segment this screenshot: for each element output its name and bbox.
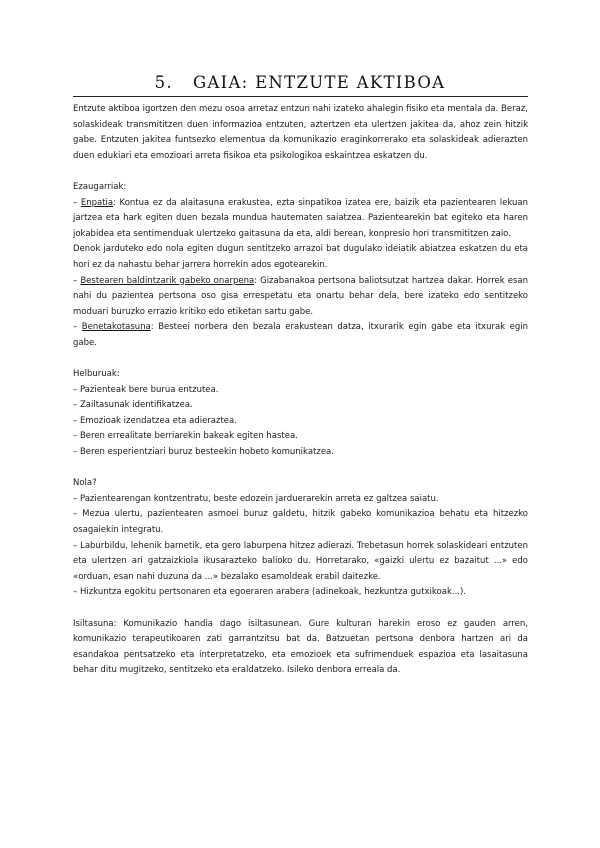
goal-item: – Beren esperientziari buruz besteekin hobeto komunikatzea.: [73, 447, 334, 458]
chapter-title: GAIA: ENTZUTE AKTIBOA: [192, 73, 446, 92]
goal-item: – Pazienteak bere burua entzutea.: [73, 384, 219, 395]
feature-authenticity: – Benetakotasuna: Besteei norbera den bezala erakustean datza, itxurarik egin gabe eta itxurak egin gabe.: [73, 322, 528, 348]
feature-empathy: – Enpatia: Kontua ez da alaitasuna erakustea, ezta sinpatikoa izatea ere, baizik eta pazientearen lekuan jartzea eta hark egiten duen bezala mundua hautematen saiatzea. Pazientearekin bat egiteko eta haren jokabidea eta sentimenduak ulertzeko gaitasuna da eta, aldi berean, konpresio hori transmititzen zaio.: [73, 197, 528, 239]
goals-heading: Helburuak:: [73, 369, 120, 380]
intro-paragraph: Entzute aktiboa igortzen den mezu osoa arretaz entzun nahi izateko ahalegin fisiko eta mentala da. Beraz, solaskideak transmititzen duen informazioa entzuten, aztertzen eta ulertzen jakitea da, ahoz zein hitzik gabe. Entzuten jakitea funtsezko elementua da komunikazio eraginkorrerako eta solaskideak adierazten duen edukiari eta emozioari arreta fisikoa eta psikologikoa eskaintzea eskatzen du.: [73, 104, 528, 161]
page-title: [0, 73, 600, 92]
feature-everyone-paragraph: Denok jarduteko edo nola egiten dugun sentitzeko arrazoi bat dugulako ideiatik abiatzea eskatzen du eta hori ez da nahastu behar jarrera horrekin ados egotearekin.: [73, 244, 528, 270]
goal-item: – Zailtasunak identifikatzea.: [73, 400, 193, 411]
authenticity-term: Benetakotasuna: [81, 322, 151, 333]
how-item: – Laburbildu, lehenik barnetik, eta gero laburpena hitzez adierazi. Trebetasun horrek solaskideari entzuten eta ulertzen ari gatzaizkiola ikusarazteko balioko du. Horretarako, «gaizki ulertu ez bazaitut ...» edo «orduan, esan nahi duzuna da ...» bezalako esamoldeak erabil daitezke.: [73, 540, 528, 582]
chapter-number: 5.: [154, 73, 173, 92]
how-heading: Nola?: [73, 478, 97, 489]
how-item: – Mezua ulertu, pazientearen asmoei buruz galdetu, hitzik gabeko komunikazioa behatu eta hitzezko osagaiekin integratu.: [73, 509, 528, 536]
goal-item: – Beren errealitate berriarekin bakeak egiten hastea.: [73, 431, 298, 442]
how-item: – Pazientearengan kontzentratu, beste edozein jarduerarekin arreta ez galtzea saiatu.: [73, 493, 439, 504]
goal-item: – Emozioak izendatzea eta adieraztea.: [73, 415, 237, 426]
title-underline: [73, 96, 528, 97]
document-body: [73, 102, 528, 679]
features-heading: Ezaugarriak:: [73, 181, 127, 192]
silence-paragraph: Isiltasuna: Komunikazio handia dago isiltasunean. Gure kulturan harekin eroso ez gauden arren, komunikazio terapeutikoaren zati garrantzitsu bat da. Batzuetan pertsona denbora hartzen ari da esandakoa pentsatzeko eta interpretatzeko, eta emozioek eta sufrimenduek espazioa eta lasaitasuna behar ditu mugitzeko, sentitzeko eta eraldatzeko. Isileko denbora erreala da.: [73, 618, 528, 676]
feature-acceptance: – Bestearen baldintzarik gabeko onarpena: Gizabanakoa pertsona baliotsutzat hartzea dakar. Horrek esan nahi du pazientea pertsona oso gisa errespetatu eta onartu behar dela, bere izateko edo sentitzeko moduari buruzko errazio kritiko edo etiketan sartu gabe.: [73, 275, 529, 317]
acceptance-term: Bestearen baldintzarik gabeko onarpena: [80, 275, 255, 286]
empathy-term: Enpatia: [80, 197, 114, 208]
how-item: – Hizkuntza egokitu pertsonaren eta egoeraren arabera (adinekoak, hezkuntza gutxikoak...).: [73, 587, 466, 598]
